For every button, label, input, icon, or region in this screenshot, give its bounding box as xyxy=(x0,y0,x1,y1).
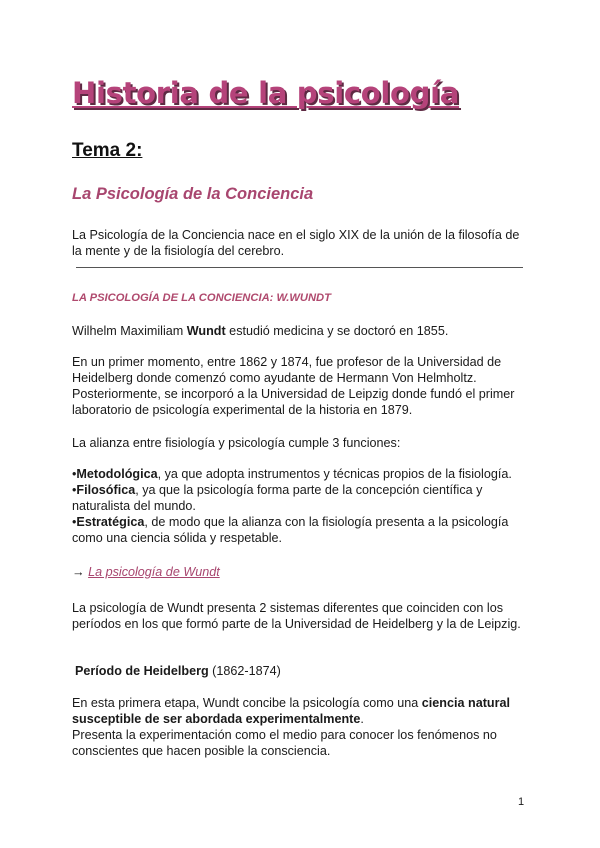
function-name: Filosófica xyxy=(76,483,136,497)
period-name: Período de Heidelberg xyxy=(75,664,209,678)
function-text: , de modo que la alianza con la fisiología presenta a la psicología como una ciencia sólida y respetable. xyxy=(72,515,509,545)
function-name: Estratégica xyxy=(76,515,145,529)
systems-paragraph: La psicología de Wundt presenta 2 sistemas diferentes que coinciden con los períodos en los que formó parte de la Universidad de Heidelberg y la de Leipzig. xyxy=(72,601,521,631)
experiment-text: Presenta la experimentación como el medio para conocer los fenómenos no conscientes que hacen posible la consciencia. xyxy=(72,728,497,758)
bio-text-bold: Wundt xyxy=(186,324,226,338)
function-name: Metodológica xyxy=(76,467,158,481)
list-item xyxy=(72,466,532,482)
link-line xyxy=(72,565,220,579)
career-paragraph: En un primer momento, entre 1862 y 1874, fue profesor de la Universidad de Heidelberg donde comenzó como ayudante de Hermann Von Helmholtz. Posteriormente, se incorporó a la Universidad de Leipzig donde fundó el primer laboratorio de psicología experimental de la historia en 1879. xyxy=(72,355,515,417)
stage-text-before: En esta primera etapa, Wundt concibe la psicología como una xyxy=(72,696,422,710)
document-title: Historia de la psicología xyxy=(72,76,460,110)
bio-text-before: Wilhelm Maximiliam xyxy=(72,324,187,338)
period-years: (1862-1874) xyxy=(208,664,281,678)
bio-text-after: estudió medicina y se doctoró en 1855. xyxy=(225,324,449,338)
horizontal-divider xyxy=(76,267,523,268)
function-text: , ya que la psicología forma parte de la concepción científica y naturalista del mundo. xyxy=(72,483,483,513)
bullet-icon: • xyxy=(72,467,77,481)
bio-paragraph xyxy=(72,323,532,339)
functions-list xyxy=(72,466,532,546)
topic-heading: Tema 2: xyxy=(72,140,143,161)
stage-paragraph xyxy=(72,695,532,759)
function-text: , ya que adopta instrumentos y técnicas propios de la fisiología. xyxy=(157,467,512,481)
intro-paragraph: La Psicología de la Conciencia nace en el siglo XIX de la unión de la filosofía de la mente y de la fisiología del cerebro. xyxy=(72,228,520,258)
section-heading: LA PSICOLOGÍA DE LA CONCIENCIA: W.WUNDT xyxy=(72,292,331,304)
list-item xyxy=(72,514,532,546)
subtitle: La Psicología de la Conciencia xyxy=(72,185,314,203)
wundt-psychology-link[interactable]: La psicología de Wundt xyxy=(88,565,220,579)
bullet-icon: • xyxy=(72,483,77,497)
stage-text-bold: ciencia natural susceptible de ser abordada experimentalmente xyxy=(72,696,510,726)
arrow-right-icon: → xyxy=(72,565,85,579)
page-number: 1 xyxy=(518,796,525,808)
list-item xyxy=(72,482,532,514)
alliance-intro: La alianza entre fisiología y psicología cumple 3 funciones: xyxy=(72,436,401,450)
period-heading xyxy=(75,663,535,679)
bullet-icon: • xyxy=(72,515,77,529)
stage-text-after: . xyxy=(360,712,364,726)
